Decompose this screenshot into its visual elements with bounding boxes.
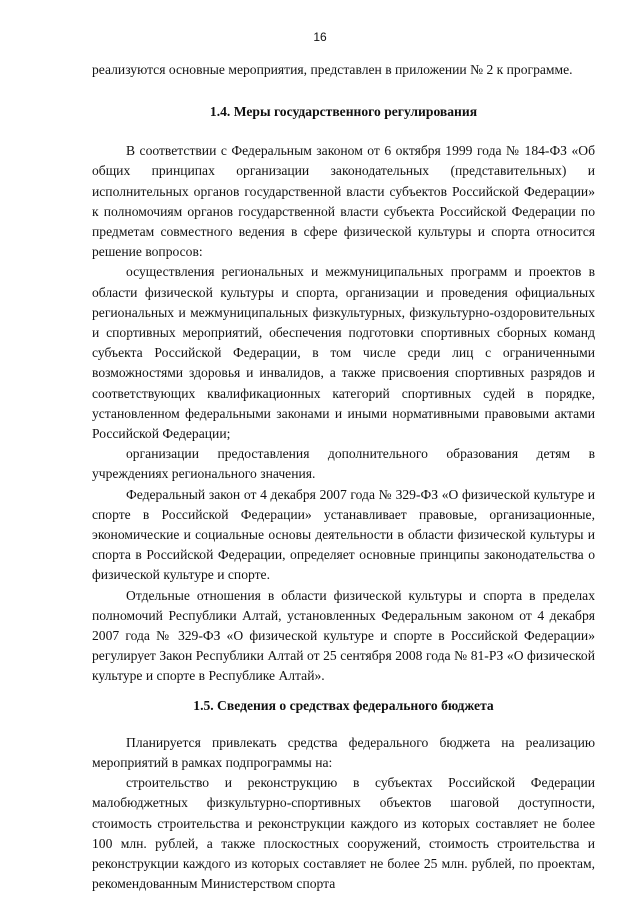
section-1-4-paragraph-5: Отдельные отношения в области физической культуры и спорта в пределах полномочий Республики Алтай, установленных Федеральным законом от 4 декабря 2007 года № 329-ФЗ «О физической культуре и спорте в Российской Федерации» регулирует Закон Республики Алтай от 25 сентября 2008 года № 81-РЗ «О физической культуре и спорте в Республике Алтай».: [92, 587, 595, 684]
page-number: 16: [313, 30, 327, 44]
section-1-4-paragraph-3: организации предоставления дополнительного образования детям в учреждениях регионального значения.: [92, 446, 595, 482]
section-1-4-paragraph-1: В соответствии с Федеральным законом от 6 октября 1999 года № 184-ФЗ «Об общих принципах организации законодательных (представительных) и исполнительных органов государственной власти субъектов Российской Федерации» к полномочиям органов государственной власти субъекта Российской Федерации по предметам совместного ведения в сфере физической культуры и спорта относится решение вопросов:: [92, 143, 595, 260]
section-1-5-paragraph-1: Планируется привлекать средства федерального бюджета на реализацию мероприятий в рамках подпрограммы на:: [92, 734, 595, 770]
intro-continuation-paragraph: реализуются основные мероприятия, представлен в приложении № 2 к программе.: [92, 62, 573, 77]
section-1-5-heading: 1.5. Сведения о средствах федерального бюджета: [193, 697, 494, 713]
section-1-4-paragraph-4: Федеральный закон от 4 декабря 2007 года № 329-ФЗ «О физической культуре и спорте в Российской Федерации» устанавливает правовые, организационные, экономические и социальные основы деятельности в области физической культуры и спорта в Российской Федерации, определяет основные принципы законодательства о физической культуре и спорте.: [92, 486, 595, 583]
section-1-4-paragraph-2: осуществления региональных и межмуниципальных программ и проектов в области физической культуры и спорта, организации и проведения официальных региональных и межмуниципальных физкультурных, физкультурно-оздоровительных и спортивных мероприятий, обеспечения подготовки спортивных сборных команд субъекта Российской Федерации, в том числе среди лиц с ограниченными возможностями здоровья и инвалидов, а также присвоения спортивных разрядов и соответствующих квалификационных категорий спортивных судей в порядке, установленном федеральными законами и иными нормативными правовыми актами Российской Федерации;: [92, 264, 595, 442]
page-content: [92, 60, 595, 894]
section-1-4-heading: 1.4. Меры государственного регулирования: [209, 104, 478, 120]
section-1-5-paragraph-2: строительство и реконструкцию в субъектах Российской Федерации малобюджетных физкультурно-спортивных объектов шаговой доступности, стоимость строительства и реконструкции каждого из которых составляет не более 100 млн. рублей, а также плоскостных сооружений, стоимость строительства и реконструкции каждого из которых составляет не более 25 млн. рублей, по проектам, рекомендованным Министерством спорта: [92, 775, 595, 892]
